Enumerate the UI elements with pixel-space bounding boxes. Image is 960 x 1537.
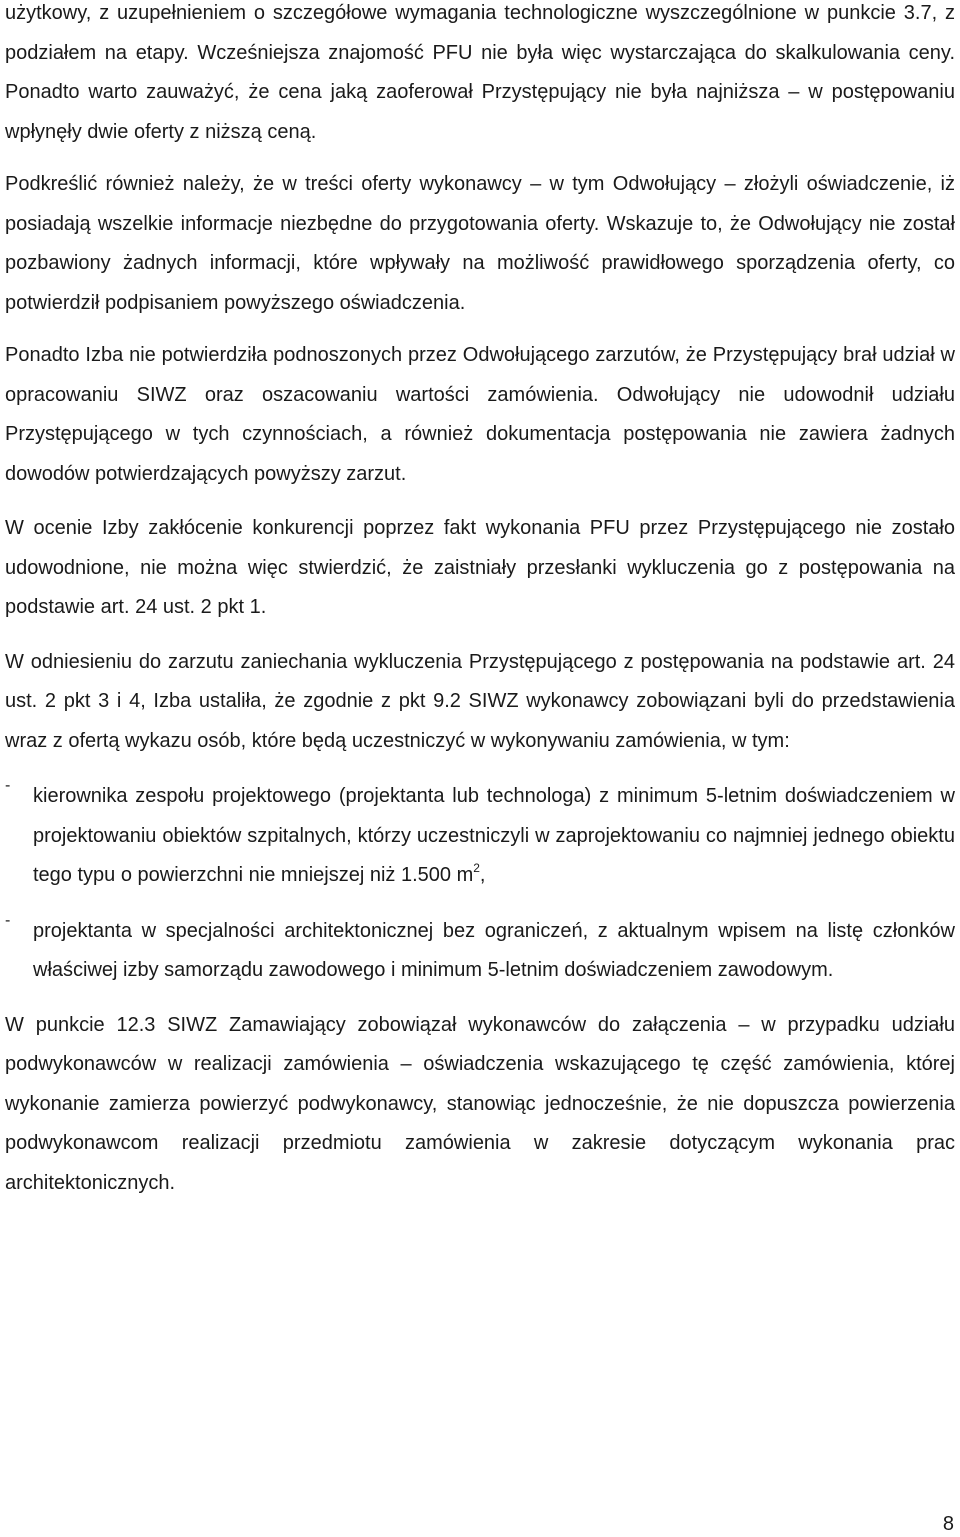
paragraph-2: Podkreślić również należy, że w treści oferty wykonawcy – w tym Odwołujący – złożyli oświadczenie, iż posiadają wszelkie informacje niezbędne do przygotowania oferty. Wskazuje to, że Odwołujący nie został pozbawiony żadnych informacji, które wpływały na możliwość prawidłowego sporządzenia oferty, co potwierdził podpisaniem powyższego oświadczenia. [5, 173, 955, 314]
paragraph-6: W punkcie 12.3 SIWZ Zamawiający zobowiązał wykonawców do załączenia – w przypadku udziału podwykonawców w realizacji zamówienia – oświadczenia wskazującego tę część zamówienia, której wykonanie zamierza powierzyć podwykonawcy, stanowiąc jednocześnie, że nie dopuszcza powierzenia podwykonawcom realizacji przedmiotu zamówienia w zakresie dotyczącym wykonania prac architektonicznych. [5, 1013, 955, 1194]
list-item-1-text [33, 777, 955, 896]
list-dash: - [5, 911, 11, 929]
paragraph-1: użytkowy, z uzupełnieniem o szczegółowe wymagania technologiczne wyszczególnione w punkcie 3.7, z podziałem na etapy. Wcześniejsza znajomość PFU nie była więc wystarczająca do skalkulowania ceny. Ponadto warto zauważyć, że cena jaką zaoferował Przystępujący nie była najniższa – w postępowaniu wpłynęły dwie oferty z niższą ceną. [5, 2, 955, 143]
list-item-2 [5, 912, 955, 991]
list-item-2-text: projektanta w specjalności architektonicznej bez ograniczeń, z aktualnym wpisem na listę członków właściwej izby samorządu zawodowego i minimum 5-letnim doświadczeniem zawodowym. [33, 919, 955, 981]
list-item-1-tail: , [479, 864, 486, 886]
document-page [5, 0, 955, 1203]
list-item-1 [5, 777, 955, 896]
paragraph-5: W odniesieniu do zarzutu zaniechania wykluczenia Przystępującego z postępowania na podstawie art. 24 ust. 2 pkt 3 i 4, Izba ustaliła, że zgodnie z pkt 9.2 SIWZ wykonawcy zobowiązani byli do przedstawienia wraz z ofertą wykazu osób, które będą uczestniczyć w wykonywaniu zamówienia, w tym: [5, 650, 955, 752]
list-dash: - [5, 777, 11, 794]
superscript: 2 [473, 861, 480, 875]
list-item-1-body: kierownika zespołu projektowego (projektanta lub technologa) z minimum 5-letnim doświadczeniem w projektowaniu obiektów szpitalnych, którzy uczestniczyli w zaprojektowaniu co najmniej jednego obiektu tego typu o powierzchni nie mniejszej niż 1.500 m [33, 785, 955, 886]
paragraph-3: Ponadto Izba nie potwierdziła podnoszonych przez Odwołującego zarzutów, że Przystępujący brał udział w opracowaniu SIWZ oraz oszacowaniu wartości zamówienia. Odwołujący nie udowodnił udziału Przystępującego w tych czynnościach, a również dokumentacja postępowania nie zawiera żadnych dowodów potwierdzających powyższy zarzut. [5, 344, 955, 485]
page-number: 8 [942, 1513, 954, 1535]
paragraph-4: W ocenie Izby zakłócenie konkurencji poprzez fakt wykonania PFU przez Przystępującego nie zostało udowodnione, nie można więc stwierdzić, że zaistniały przesłanki wykluczenia go z postępowania na podstawie art. 24 ust. 2 pkt 1. [5, 517, 955, 618]
